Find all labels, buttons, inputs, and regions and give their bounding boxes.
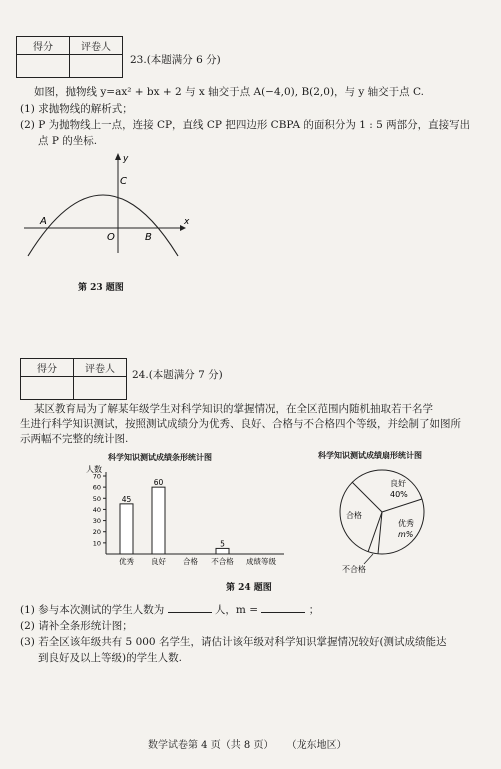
footer-page-number: 数学试卷第 4 页（共 8 页） [148, 740, 274, 751]
bar-category-label: 不合格 [211, 557, 234, 566]
q23-part2-line1: (2) P 为抛物线上一点，连接 CP，直线 CP 把四边形 CBPA 的面积分为 1 : 5 两部分，直接写出 [20, 119, 471, 131]
bar-y-tick-label: 60 [92, 483, 101, 492]
q24-part1 [20, 601, 319, 618]
bar-y-tick-label: 70 [92, 472, 101, 481]
page-footer [148, 738, 347, 753]
q24-stem-line2: 生进行科学知识测试，按照测试成绩分为优秀、良好、合格与不合格四个等级，并绘制了如图所 [20, 418, 461, 430]
pie-label-you-xiu: 优秀 [398, 519, 414, 528]
bar-y-axis-label: 人数 [86, 465, 102, 474]
pie-chart [306, 460, 486, 576]
q24-stem-line3: 示两幅不完整的统计图. [20, 433, 129, 445]
bar-category-label: 良好 [151, 557, 166, 566]
q23-part2-line2: 点 P 的坐标. [38, 135, 98, 147]
score-header: 得分 [17, 37, 70, 55]
bar-y-tick-label: 10 [92, 539, 101, 548]
point-c-label: C [120, 176, 127, 187]
pie-value-liang-hao: 40% [390, 490, 408, 499]
bar-y-ticks [93, 473, 106, 548]
bar-data-label: 5 [220, 539, 225, 549]
score-cell [17, 55, 70, 78]
q24-part1-text-b: 人，m = [214, 604, 258, 616]
q23-parabola-figure [20, 148, 200, 258]
answer-blank-student-count[interactable] [168, 601, 212, 613]
q23-caption: 第 23 题图 [78, 283, 124, 293]
pie-label-bu-he-ge: 不合格 [342, 565, 366, 574]
answer-blank-m[interactable] [261, 601, 305, 613]
bar-y-tick-label: 30 [92, 517, 101, 526]
q23-stem: 如图，抛物线 y=ax² + bx + 2 与 x 轴交于点 A(−4,0), B(2,0)，与 y 轴交于点 C. [34, 86, 424, 98]
bar-category-label: 优秀 [119, 557, 134, 566]
point-a-label: A [40, 216, 47, 227]
q24-part3-line1: (3) 若全区该年级共有 5 000 名学生，请估计该年级对科学知识掌握情况较好(测试成绩能达 [20, 636, 447, 648]
grader-header: 评卷人 [70, 37, 123, 55]
bar-3 [216, 548, 229, 554]
grader-header: 评卷人 [74, 359, 127, 377]
bar-chart-title: 科学知识测试成绩条形统计图 [108, 452, 212, 462]
bar-category-label: 合格 [183, 557, 198, 566]
bar-chart [80, 462, 290, 574]
score-cell [21, 377, 74, 400]
pie-divider-2 [352, 482, 382, 512]
pie-chart-title: 科学知识测试成绩扇形统计图 [318, 450, 422, 460]
q24-header: 24.(本题满分 7 分) [132, 369, 223, 381]
bar-1 [152, 487, 165, 554]
bar-data-label: 45 [121, 494, 132, 504]
parabola-curve [28, 195, 178, 256]
bar-series [119, 478, 234, 566]
grader-cell [70, 55, 123, 78]
q24-part1-text-c: ； [308, 604, 320, 616]
pie-value-you-xiu: m% [398, 530, 414, 539]
pie-leader-line [364, 554, 373, 564]
q24-part2: (2) 请补全条形统计图； [20, 620, 133, 632]
footer-region: （龙东地区） [286, 740, 347, 751]
q24-stem-line1: 某区教育局为了解某年级学生对科学知识的掌握情况，在全区范围内随机抽取若干名学 [34, 403, 433, 415]
bar-y-tick-label: 50 [92, 494, 101, 503]
pie-label-he-ge: 合格 [346, 511, 362, 520]
grader-cell [74, 377, 127, 400]
score-header: 得分 [21, 359, 74, 377]
origin-label: O [107, 232, 115, 243]
bar-y-tick-label: 20 [92, 528, 101, 537]
q23-part1: (1) 求抛物线的解析式； [20, 103, 133, 115]
q23-score-table [16, 36, 123, 78]
bar-0 [120, 504, 133, 554]
q24-score-table [20, 358, 127, 400]
y-axis-arrow [115, 153, 121, 160]
bar-x-axis-label: 成绩等级 [246, 557, 276, 566]
point-b-label: B [145, 232, 152, 243]
bar-data-label: 60 [153, 478, 164, 488]
q24-part1-text-a: (1) 参与本次测试的学生人数为 [20, 604, 165, 616]
bar-y-tick-label: 40 [92, 505, 101, 514]
x-axis-label: x [184, 217, 190, 227]
pie-divider-1 [382, 499, 422, 512]
q24-caption: 第 24 题图 [226, 583, 272, 593]
y-axis-label: y [123, 154, 129, 164]
pie-label-liang-hao: 良好 [390, 479, 406, 488]
q24-part3-line2: 到良好及以上等级)的学生人数. [38, 652, 182, 664]
q23-header: 23.(本题满分 6 分) [130, 54, 221, 66]
